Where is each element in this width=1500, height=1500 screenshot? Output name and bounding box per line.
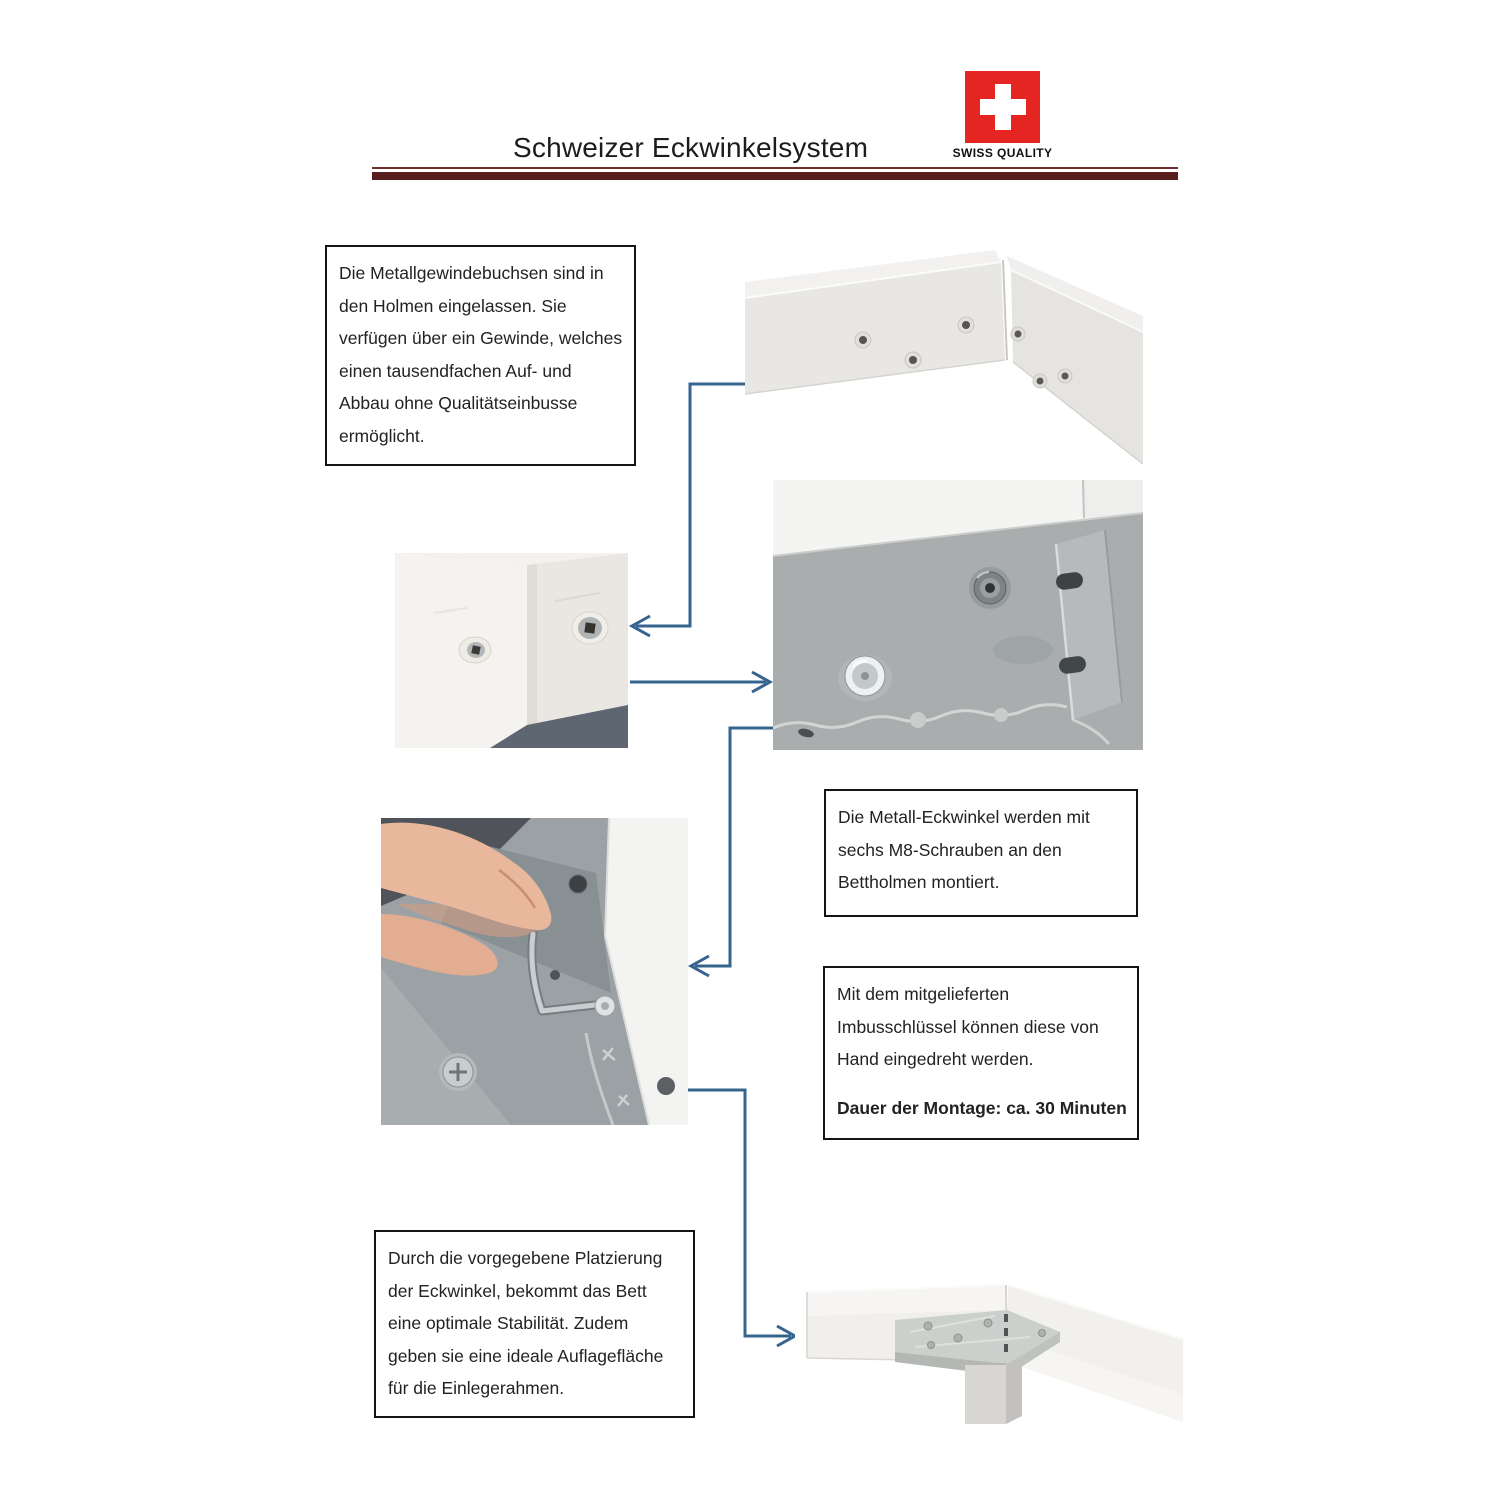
screw-hole	[657, 1077, 675, 1095]
note-line: den Holmen eingelassen. Sie	[339, 295, 567, 316]
note-line: der Eckwinkel, bekommt das Bett	[388, 1280, 647, 1301]
note-line: Bettholmen montiert.	[838, 872, 1000, 892]
stain	[993, 636, 1053, 664]
threaded-bushing	[572, 612, 608, 644]
bed-leg	[965, 1360, 1022, 1424]
note-line: Mit dem mitgelieferten	[837, 984, 1010, 1004]
connector-c	[695, 728, 775, 966]
arrowhead-left-icon	[691, 956, 709, 976]
note-line: eine optimale Stabilität. Zudem	[388, 1313, 629, 1333]
threaded-bushing	[459, 637, 491, 663]
swiss-flag-icon	[965, 71, 1040, 143]
swiss-quality-label: SWISS QUALITY	[952, 146, 1053, 160]
title-divider-rule	[372, 167, 1178, 180]
page-title: Schweizer Eckwinkelsystem	[513, 132, 869, 163]
note-line: geben sie eine ideale Auflagefläche	[388, 1345, 664, 1366]
screw-being-tightened	[595, 996, 615, 1016]
note-line: einen tausendfachen Auf- und	[339, 360, 572, 381]
note-box-threaded-bushings	[325, 245, 636, 466]
note-box-allen-key	[823, 966, 1139, 1140]
arrowhead-left-icon	[632, 616, 650, 636]
chrome-bolt	[838, 655, 892, 701]
arrowhead-right-icon	[777, 1326, 795, 1346]
m8-screw-recessed	[969, 567, 1011, 609]
note-line: Hand eingedreht werden.	[837, 1049, 1034, 1069]
note-line: Imbusschlüssel können diese von	[837, 1016, 1099, 1037]
swiss-cross-horizontal	[980, 99, 1026, 115]
photo-bushings-closeup	[395, 553, 628, 748]
photo-hand-allen-key	[381, 818, 688, 1125]
photo-bracket-with-leg	[795, 1252, 1183, 1424]
assembly-duration-note: Dauer der Montage: ca. 30 Minuten	[837, 1097, 1127, 1118]
note-line: Die Metall-Eckwinkel werden mit	[838, 807, 1090, 827]
connector-d	[688, 1090, 791, 1336]
phillips-screw	[439, 1053, 477, 1091]
note-line: Durch die vorgegebene Platzierung	[388, 1248, 663, 1268]
photo-frame-corner-outside	[745, 248, 1143, 470]
note-line: Abbau ohne Qualitätseinbusse	[339, 393, 578, 413]
note-line: sechs M8-Schrauben an den	[838, 839, 1062, 860]
note-box-stability	[374, 1230, 695, 1418]
note-line: Die Metallgewindebuchsen sind in	[339, 263, 604, 283]
rule-thick-line	[372, 172, 1178, 180]
note-line: für die Einlegerahmen.	[388, 1378, 565, 1398]
note-box-corner-brackets	[824, 789, 1138, 917]
note-line: verfügen über ein Gewinde, welches	[339, 328, 623, 348]
arrowhead-right-icon	[752, 672, 770, 692]
connector-a	[636, 384, 750, 626]
note-line: ermöglicht.	[339, 425, 425, 446]
photo-bracket-inside	[773, 480, 1143, 750]
